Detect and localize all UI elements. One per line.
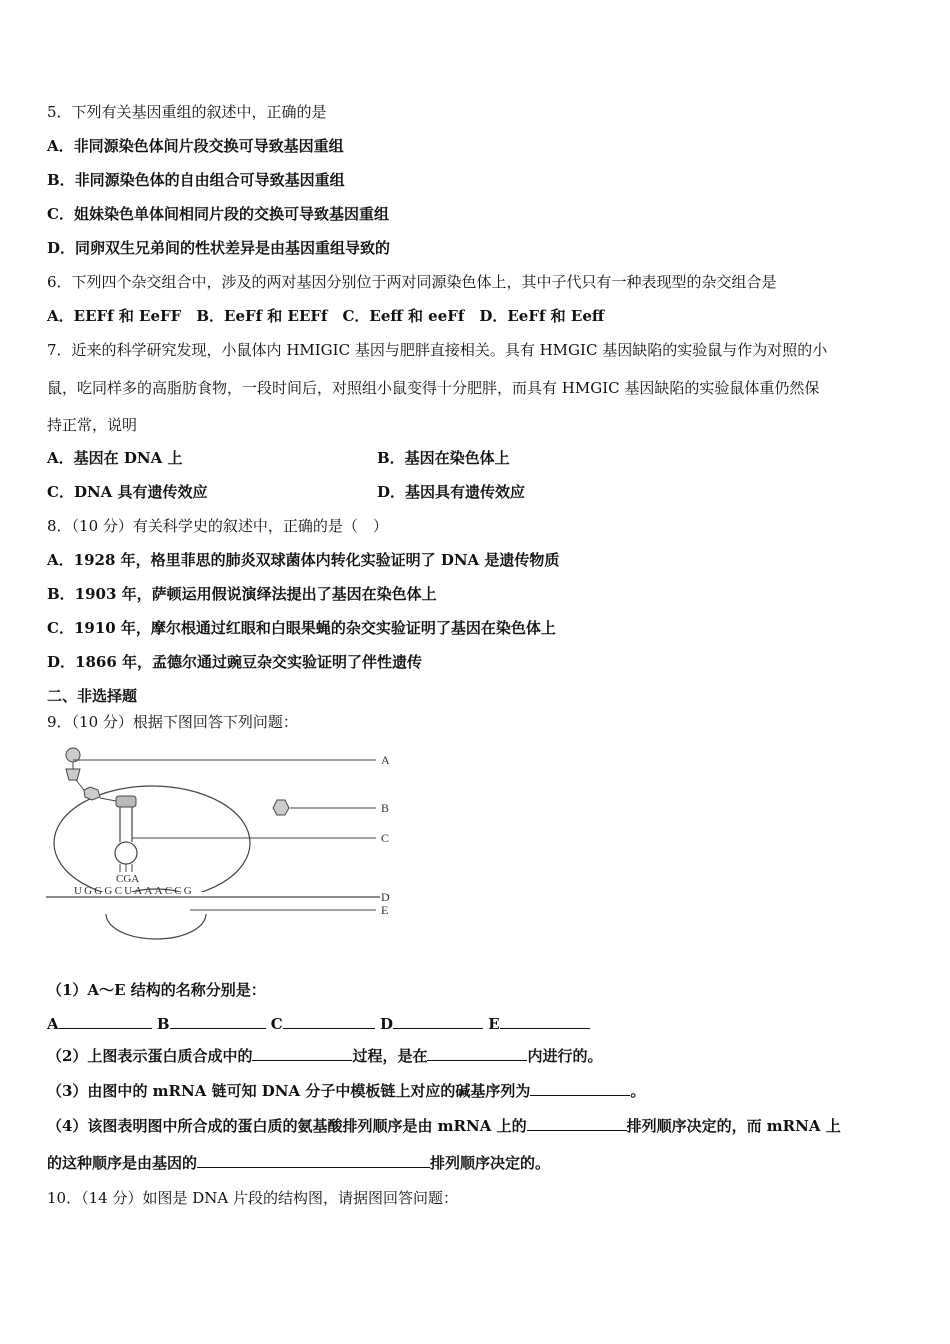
trna-amino-acid — [116, 796, 136, 807]
answer-blank-b[interactable] — [170, 1014, 266, 1029]
label-d: D — [381, 890, 390, 904]
q9-blanks-row — [47, 1014, 590, 1034]
translation-diagram — [40, 742, 410, 942]
q5-option-c: C．姐妹染色单体间相同片段的交换可导致基因重组 — [47, 205, 389, 223]
anticodon-lines — [120, 864, 132, 872]
q6-stem: 6．下列四个杂交组合中，涉及的两对基因分别位于两对同源染色体上，其中子代只有一种表现型的杂交组合是 — [47, 273, 777, 291]
q9-sub4-line2 — [47, 1153, 550, 1173]
answer-blank-a[interactable] — [59, 1014, 152, 1029]
q5-stem: 5．下列有关基因重组的叙述中，正确的是 — [47, 103, 327, 121]
anticodon-text: CGA — [116, 873, 140, 885]
q5-option-a: A．非同源染色体间片段交换可导致基因重组 — [47, 137, 344, 155]
peptide-bond-2 — [76, 780, 84, 790]
q7-option-a: A．基因在 DNA 上 — [47, 449, 183, 467]
q9-sub2 — [47, 1046, 602, 1066]
answer-blank-d[interactable] — [393, 1014, 483, 1029]
answer-blank-e[interactable] — [500, 1014, 590, 1029]
answer-blank-sequence[interactable] — [530, 1081, 630, 1096]
answer-blank-location[interactable] — [427, 1046, 527, 1061]
peptide-trapezoid — [66, 769, 80, 780]
sub4-text-4: 排列顺序决定的。 — [430, 1154, 551, 1172]
sub4-text-2: 排列顺序决定的，而 mRNA 上 — [626, 1117, 841, 1135]
q8-option-d: D．1866 年，孟德尔通过豌豆杂交实验证明了伴性遗传 — [47, 653, 422, 671]
q7-stem-line3: 持正常，说明 — [47, 416, 138, 434]
sub4-text-3: 的这种顺序是由基因的 — [47, 1154, 198, 1172]
sub4-text-1: （4）该图表明图中所合成的蛋白质的氨基酸排列顺序是由 mRNA 上的 — [47, 1117, 527, 1135]
q8-option-b: B．1903 年，萨顿运用假说演绎法提出了基因在染色体上 — [47, 585, 437, 603]
sub2-text-1: （2）上图表示蛋白质合成中的 — [47, 1047, 253, 1065]
amino-acid-hexagon — [273, 800, 289, 815]
blank-label-c: C — [270, 1015, 283, 1033]
blank-label-e: E — [488, 1015, 500, 1033]
answer-blank-process[interactable] — [252, 1046, 352, 1061]
q7-stem-line2: 鼠，吃同样多的高脂肪食物，一段时间后，对照组小鼠变得十分肥胖，而具有 HMGIC 基因缺陷的实验鼠体重仍然保 — [47, 379, 820, 397]
q7-option-b: B．基因在染色体上 — [377, 449, 510, 467]
sub2-text-3: 内进行的。 — [527, 1047, 603, 1065]
label-b: B — [381, 801, 390, 815]
peptide-bond-3 — [100, 798, 116, 801]
q8-stem: 8．（10 分）有关科学史的叙述中，正确的是（ ） — [47, 517, 388, 535]
q9-stem: 9．（10 分）根据下图回答下列问题： — [47, 713, 298, 731]
label-c: C — [381, 831, 390, 845]
q5-option-d: D．同卵双生兄弟间的性状差异是由基因重组导致的 — [47, 239, 391, 257]
blank-label-d: D — [379, 1015, 393, 1033]
blank-label-b: B — [156, 1015, 170, 1033]
trna-loop — [115, 842, 137, 864]
sub2-text-2: 过程，是在 — [352, 1047, 428, 1065]
section-heading: 二、非选择题 — [47, 687, 138, 705]
peptide-hexagon — [84, 787, 100, 800]
q10-stem: 10．（14 分）如图是 DNA 片段的结构图，请据图回答问题： — [47, 1189, 458, 1207]
label-a: A — [381, 753, 390, 767]
answer-blank-mrna-order[interactable] — [527, 1116, 627, 1131]
q7-option-c: C．DNA 具有遗传效应 — [47, 483, 208, 501]
q8-option-c: C．1910 年，摩尔根通过红眼和白眼果蝇的杂交实验证明了基因在染色体上 — [47, 619, 556, 637]
q9-sub3 — [47, 1081, 645, 1101]
ribosome-large-subunit — [54, 786, 250, 900]
q8-option-a: A．1928 年，格里菲思的肺炎双球菌体内转化实验证明了 DNA 是遗传物质 — [47, 551, 560, 569]
q7-option-d: D．基因具有遗传效应 — [377, 483, 526, 501]
q9-sub1: （1）A～E 结构的名称分别是： — [47, 981, 266, 999]
q7-stem-line1: 7．近来的科学研究发现，小鼠体内 HMIGIC 基因与肥胖直接相关。具有 HMGIC 基因缺陷的实验鼠与作为对照的小 — [47, 341, 828, 359]
mrna-sequence: UGGGCUAAACCG — [74, 885, 194, 897]
label-e: E — [381, 903, 389, 917]
answer-blank-gene-order[interactable] — [197, 1153, 430, 1168]
trna-stem — [120, 807, 132, 842]
answer-blank-c[interactable] — [283, 1014, 375, 1029]
q5-option-b: B．非同源染色体的自由组合可导致基因重组 — [47, 171, 345, 189]
q6-options: A．EEFf 和 EeFF B．EeFf 和 EEFf C．Eeff 和 eeFf D．EeFf 和 Eeff — [47, 307, 605, 325]
q9-sub4-line1 — [47, 1116, 841, 1136]
sub3-text-2: 。 — [630, 1082, 646, 1100]
blank-label-a: A — [47, 1015, 59, 1033]
sub3-text-1: （3）由图中的 mRNA 链可知 DNA 分子中模板链上对应的碱基序列为 — [47, 1082, 531, 1100]
